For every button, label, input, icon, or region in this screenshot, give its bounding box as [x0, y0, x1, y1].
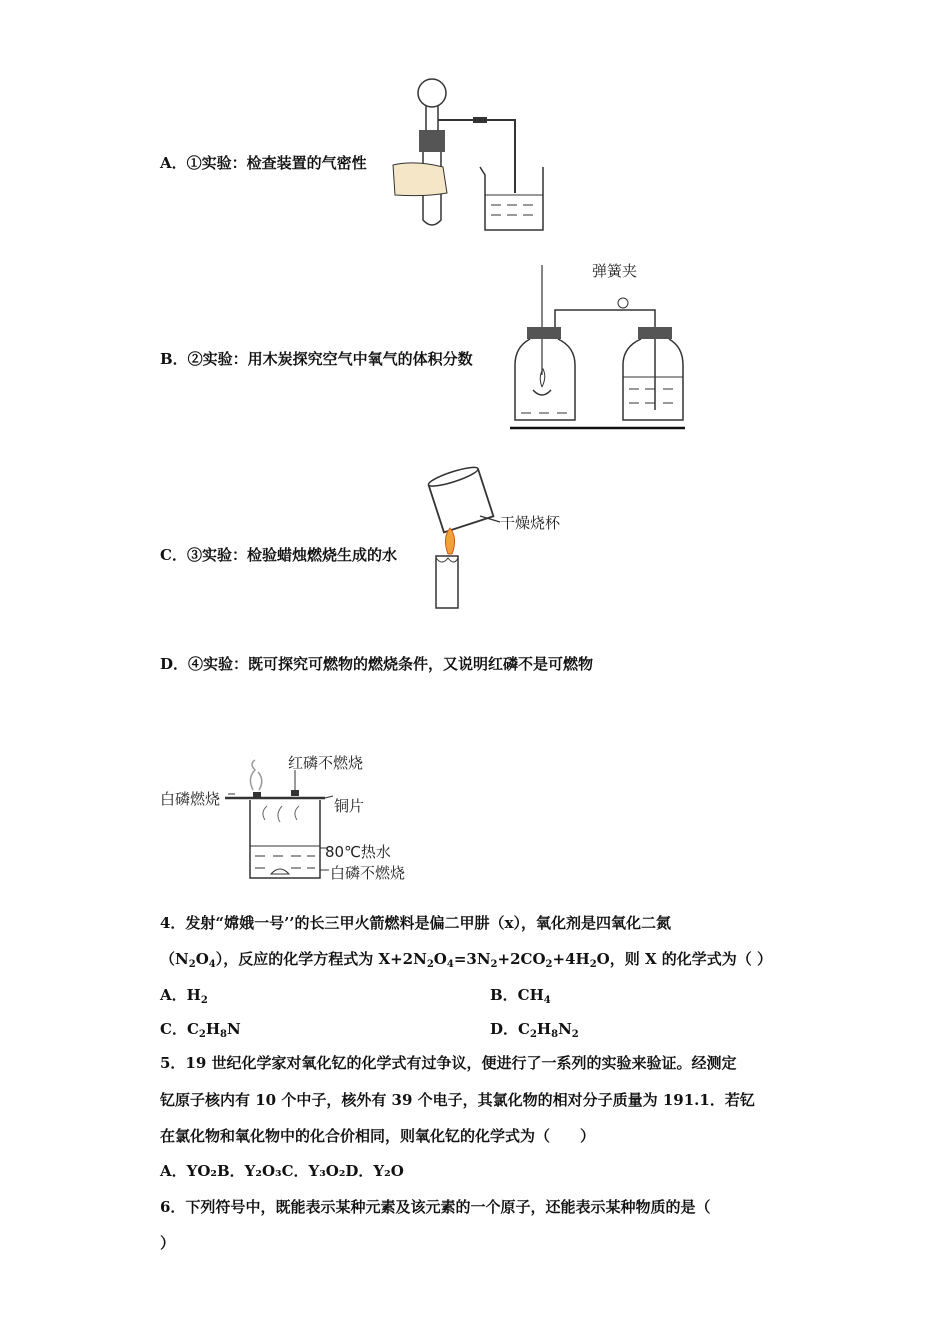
q4-option-b: B．$CH_4$ [490, 986, 551, 1006]
figure-4-combustion [225, 760, 335, 885]
figure-1-airtightness [385, 75, 555, 235]
q4-line1: 4．发射“嫦娥一号’’的长三甲火箭燃料是偏二甲肼（x），氧化剂是四氧化二氮 [160, 914, 671, 932]
q4-option-d: D．$C_2H_8N_2$ [490, 1020, 579, 1040]
q4-option-c: C．$C_2H_8N$ [160, 1020, 241, 1040]
option-d: D．④实验：既可探究可燃物的燃烧条件，又说明红磷不是可燃物 [160, 655, 594, 673]
q5-line3: 在氯化物和氧化物中的化合价相同，则氧化钇的化学式为（ ） [160, 1127, 596, 1145]
q6-line2: ） [160, 1234, 176, 1252]
label-white-p-no-burn: 白磷不燃烧 [330, 864, 406, 882]
q4-option-a: A．$H_2$ [160, 986, 208, 1006]
label-dry-beaker: 干燥烧杯 [500, 514, 561, 532]
q6-line1: 6．下列符号中，既能表示某种元素及该元素的一个原子，还能表示某种物质的是（ [160, 1198, 711, 1216]
figure-3-candle [418, 466, 508, 611]
q5-line1: 5．19 世纪化学家对氧化钇的化学式有过争议，便进行了一系列的实验来验证。经测定 [160, 1054, 737, 1072]
q4-line2: $(N_2O_4)$，反应的化学方程式为 $X+2N_2O_4=3N_2+2CO_2+4H_2O$，则 X 的化学式为（ ） [160, 950, 773, 970]
figure-2-oxygen-volume [505, 265, 690, 435]
option-c: C．③实验：检验蜡烛燃烧生成的水 [160, 546, 397, 564]
label-hot-water: 80℃热水 [325, 843, 391, 861]
q5-options: A．YO₂B．Y₂O₃C．Y₃O₂D．Y₂O [160, 1162, 404, 1180]
option-a: A．①实验：检查装置的气密性 [160, 154, 367, 172]
option-b: B．②实验：用木炭探究空气中氧气的体积分数 [160, 350, 473, 368]
label-white-p-burn: 白磷燃烧 [160, 790, 221, 808]
label-copper: 铜片 [334, 797, 365, 815]
q5-line2: 钇原子核内有 10 个中子，核外有 39 个电子，其氯化物的相对分子质量为 191.1．若钇 [160, 1091, 755, 1109]
label-red-p-no-burn: 红磷不燃烧 [288, 754, 364, 772]
label-clamp: 弹簧夹 [592, 262, 638, 280]
